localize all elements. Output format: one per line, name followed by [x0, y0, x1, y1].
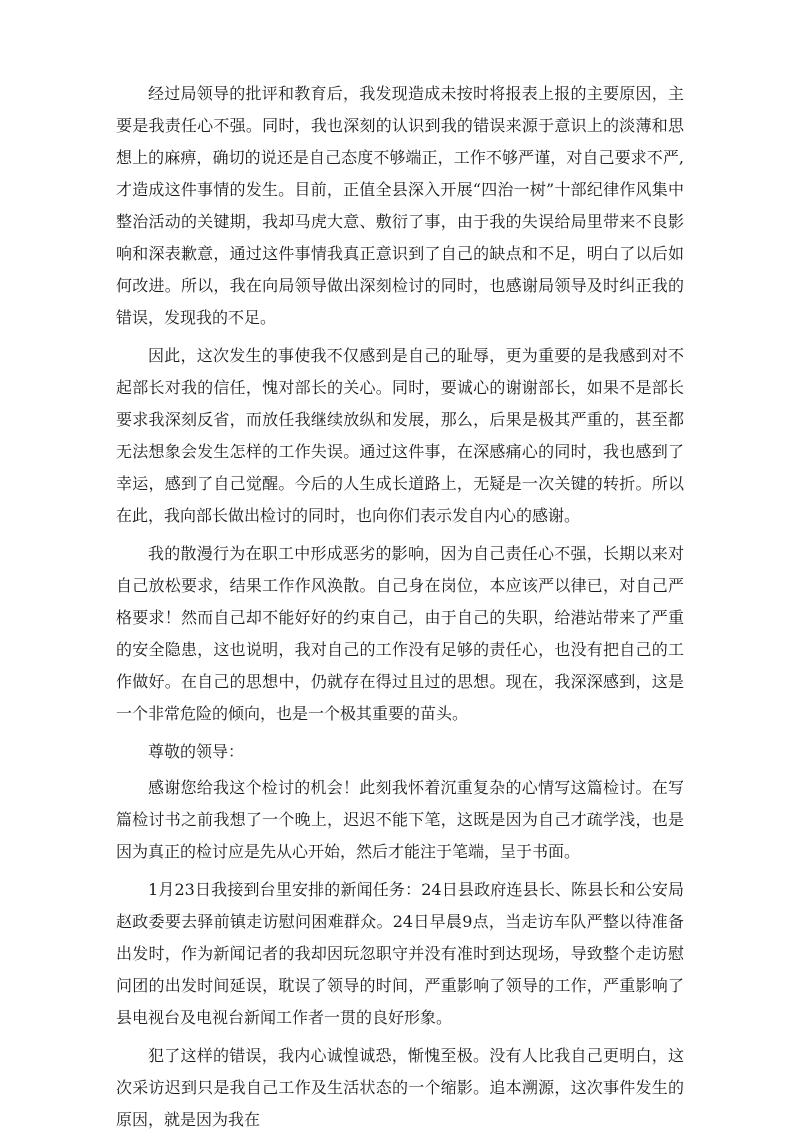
document-body [116, 78, 684, 1142]
paragraph-5: 1月23日我接到台里安排的新闻任务：24日县政府连县长、陈县长和公安局赵政委要去驿前镇走访慰问困难群众。24日早晨9点，当走访车队严整以待准备出发时，作为新闻记者的我却因玩忽职守并没有准时到达现场，导致整个走访慰问团的出发时间延误，耽误了领导的时间，严重影响了领导的工作，严重影响了县电视台及电视台新闻工作者一贯的良好形象。 [116, 880, 684, 1027]
paragraph-4: 感谢您给我这个检讨的机会！此刻我怀着沉重复杂的心情写这篇检讨。在写篇检讨书之前我想了一个晚上，迟迟不能下笔，这既是因为自己才疏学浅，也是因为真正的检讨应是先从心开始，然后才能注于笔端，呈于书面。 [116, 778, 684, 861]
paragraph-3: 我的散漫行为在职工中形成恶劣的影响，因为自己责任心不强，长期以来对自己放松要求，结果工作作风涣散。自己身在岗位，本应该严以律已，对自己严格要求！然而自己却不能好好的约束自己，由于自己的失职，给港站带来了严重的安全隐患，这也说明，我对自己的工作没有足够的责任心，也没有把自己的工作做好。在自己的思想中，仍就存在得过且过的思想。现在，我深深感到，这是一个非常危险的倾向，也是一个极其重要的苗头。 [116, 544, 684, 723]
paragraph-2: 因此，这次发生的事使我不仅感到是自己的耻辱，更为重要的是我感到对不起部长对我的信任，愧对部长的关心。同时，要诚心的谢谢部长，如果不是部长要求我深刻反省，而放任我继续放纵和发展，那么，后果是极其严重的，甚至都无法想象会发生怎样的工作失误。通过这件事，在深感痛心的同时，我也感到了幸运，感到了自己觉醒。今后的人生成长道路上，无疑是一次关键的转折。所以在此，我向部长做出检讨的同时，也向你们表示发自内心的感谢。 [116, 346, 684, 525]
paragraph-1: 经过局领导的批评和教育后，我发现造成未按时将报表上报的主要原因，主要是我责任心不强。同时，我也深刻的认识到我的错误来源于意识上的淡薄和思想上的麻痹，确切的说还是自己态度不够端正，工作不够严谨，对自己要求不严,才造成这件事情的发生。目前，正值全县深入开展“四治一树”十部纪律作风集中整治活动的关键期，我却马虎大意、敷衍了事，由于我的失误给局里带来不良影响和深表歉意，通过这件事情我真正意识到了自己的缺点和不足，明白了以后如何改进。所以，我在向局领导做出深刻检讨的同时，也感谢局领导及时纠正我的错误，发现我的不足。 [116, 84, 684, 327]
paragraph-6: 犯了这样的错误，我内心诚惶诚恐，惭愧至极。没有人比我自己更明白，这次采访迟到只是我自己工作及生活状态的一个缩影。追本溯源，这次事件发生的原因，就是因为我在 [116, 1046, 684, 1129]
salutation: 尊敬的领导： [148, 742, 245, 761]
